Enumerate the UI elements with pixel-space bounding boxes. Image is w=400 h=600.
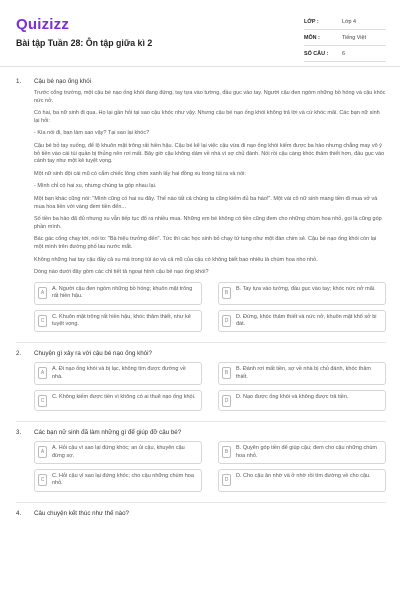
question-header bbox=[16, 78, 386, 85]
answer-option[interactable] bbox=[34, 362, 202, 385]
option-letter-box: A bbox=[38, 287, 47, 299]
question-number: 1. bbox=[16, 78, 22, 85]
answer-option[interactable] bbox=[218, 441, 386, 464]
question-block bbox=[16, 78, 386, 337]
passage-paragraph: Một bạn khác cũng nói: "Mình cũng có hai xu đây. Thế nào tất cả chúng ta cũng kiếm đủ ba hào!". Một vài cô nữ sinh mang tiền đi mua vở và mua hoa liền với vàng đem tiền đến... bbox=[34, 195, 378, 210]
answer-option[interactable] bbox=[218, 282, 386, 305]
answer-option[interactable] bbox=[218, 469, 386, 492]
question-title: Chuyện gì xảy ra với cậu bé nạo ống khói? bbox=[34, 350, 152, 358]
question-block bbox=[16, 510, 386, 517]
passage-paragraph: Một nữ sinh đội cái mũ có cắm chiếc lông chim xanh lấy hai đồng xu trong túi ra và nói: bbox=[34, 170, 246, 177]
passage-paragraph: - Kìa nói đi, bạn làm sao vậy? Tại sao lại khóc? bbox=[34, 130, 150, 137]
passage-paragraph: Số tiền ba hào đã đủ nhưng xu vẫn tiếp tục đổ ra nhiều mua. Những em bé không có tiền cũng đem cho những chùm hoa nhỏ, gọi là cũng góp phần mình. bbox=[34, 216, 382, 230]
passage-paragraph: Dòng nào dưới đây gồm các chi tiết tả ngoại hình cậu bé nạo ống khói? bbox=[34, 269, 209, 276]
meta-row bbox=[304, 14, 386, 30]
answer-option[interactable] bbox=[34, 310, 202, 333]
option-letter-box: A bbox=[38, 367, 47, 379]
question-header bbox=[16, 350, 386, 357]
option-text: B. Tay tựa vào tường, đầu gục vào tay; khóc nức nở mãi. bbox=[236, 285, 376, 292]
question-body bbox=[16, 362, 386, 416]
meta-label: LỚP : bbox=[304, 18, 319, 25]
option-text: D. Nạo được ống khói và không được trả tiền. bbox=[236, 394, 349, 401]
quizizz-logo: Quizizz bbox=[16, 16, 70, 33]
answer-option[interactable] bbox=[34, 469, 202, 492]
option-letter-box: B bbox=[222, 446, 231, 458]
answer-option[interactable] bbox=[34, 441, 202, 464]
answer-options bbox=[34, 441, 386, 497]
answer-option[interactable] bbox=[218, 310, 386, 333]
answer-option[interactable] bbox=[218, 362, 386, 385]
option-letter-box: C bbox=[38, 395, 47, 407]
meta-row bbox=[304, 46, 386, 62]
option-text: A. Người cậu đen ngòm những bồ hóng; khuôn mặt trông rất hiền hậu. bbox=[52, 285, 193, 300]
option-letter-box: C bbox=[38, 315, 47, 327]
option-text: A. Đi nạo ống khói và bị lạc, không tìm được đường về nhà. bbox=[52, 366, 186, 380]
answer-option[interactable] bbox=[218, 390, 386, 411]
question-number: 4. bbox=[16, 509, 22, 517]
header-divider bbox=[0, 66, 400, 67]
option-text: D. Đứng, khóc thảm thiết và nức nở, khuôn mặt khổ sở bi đát. bbox=[236, 313, 377, 327]
question-body bbox=[16, 441, 386, 497]
question-number: 2. bbox=[16, 350, 22, 358]
question-title: Cậu bé nạo ống khói bbox=[34, 78, 92, 85]
answer-options bbox=[34, 362, 386, 416]
option-text: A. Hỏi cậu vì sao lại đứng khóc; an ủi cậu, khuyên cậu đừng sợ. bbox=[52, 445, 185, 459]
question-body bbox=[16, 90, 386, 337]
option-letter-box: C bbox=[38, 474, 47, 486]
option-text: B. Quyên góp tiền để giúp cậu; đem cho cậu những chùm hoa nhỏ. bbox=[236, 445, 377, 459]
meta-label: SỐ CÂU : bbox=[304, 50, 329, 57]
passage-paragraph: Trước cổng trường, một cậu bé nạo ống khói đang đứng, tay tựa vào tường, đầu gục vào tay. Người cậu đen ngòm những bồ hóng và cậu khóc nức nở. bbox=[34, 90, 386, 104]
question-header bbox=[16, 429, 386, 436]
question-title: Câu chuyện kết thúc như thế nào? bbox=[34, 509, 129, 517]
option-letter-box: B bbox=[222, 367, 231, 379]
passage-paragraph: Không những hai tay cậu đầy cả xu mà trong túi áo và cả mũ của cậu có không biết bao nhiêu là chùm hoa nho nhỏ. bbox=[34, 256, 318, 263]
option-text: C. Hỏi cậu vì sao lại đứng khóc; cho cậu những chùm hoa nhỏ. bbox=[52, 472, 194, 487]
question-divider bbox=[16, 342, 386, 343]
worksheet-meta bbox=[304, 14, 386, 62]
option-letter-box: D bbox=[222, 315, 231, 327]
option-text: B. Đánh rơi mất tiền, sợ về nhà bị chủ đánh, khóc thảm thiết. bbox=[236, 366, 372, 380]
question-block bbox=[16, 429, 386, 497]
question-number: 3. bbox=[16, 429, 22, 437]
question-divider bbox=[16, 502, 386, 503]
passage-paragraph: Có hai, ba nữ sinh đi qua. Họ lại gần hỏi tại sao cậu khóc như vậy. Nhưng cậu bé nạo ống khói không trả lời và cứ khóc mãi. Các bạn nữ sinh lại hỏi: bbox=[34, 110, 380, 124]
worksheet-header bbox=[16, 14, 386, 62]
question-header bbox=[16, 510, 386, 517]
question-block bbox=[16, 350, 386, 416]
option-text: C. Không kiếm được tiền vì không có ai thuê nạo ống khói. bbox=[52, 394, 196, 401]
option-letter-box: D bbox=[222, 395, 231, 407]
meta-label: MÔN : bbox=[304, 34, 320, 41]
option-letter-box: B bbox=[222, 287, 231, 299]
question-divider bbox=[16, 421, 386, 422]
option-letter-box: A bbox=[38, 446, 47, 458]
option-letter-box: D bbox=[222, 474, 231, 486]
option-text: D. Cho cậu ăn nhờ và ở nhờ rồi tìm đường về cho cậu. bbox=[236, 472, 371, 479]
meta-row bbox=[304, 30, 386, 46]
question-list bbox=[16, 78, 386, 517]
question-title: Các bạn nữ sinh đã làm những gì để giúp đỡ cậu bé? bbox=[34, 429, 182, 437]
meta-value: Lớp 4 bbox=[342, 18, 357, 25]
passage-paragraph: Cậu bé bỏ tay xuống, để lộ khuôn mặt trông rất hiền hậu. Cậu bé kể lại việc cậu vừa đi nạo ống khói kiếm được ba hào nhưng chẳng may vô ý bỏ tiền vào cái túi quần bị thủng nên rơi mất. Bây giờ cậu không dám về nhà vì sợ chủ đánh. Nói rồi cậu càng khóc thảm thiết hơn, đầu gục vào cánh tay như một kẻ tuyệt vọng. bbox=[34, 142, 385, 165]
worksheet-title: Bài tập Tuần 28: Ôn tập giữa kì 2 bbox=[16, 38, 153, 48]
meta-value: Tiếng Việt bbox=[342, 34, 366, 41]
answer-option[interactable] bbox=[34, 390, 202, 411]
option-text: C. Khuôn mặt trông rất hiền hậu, khóc thảm thiết, như kẻ tuyệt vọng. bbox=[52, 313, 191, 327]
answer-options bbox=[34, 282, 386, 338]
answer-option[interactable] bbox=[34, 282, 202, 305]
passage-paragraph: - Mình chỉ có hai xu, nhưng chúng ta góp nhau lại. bbox=[34, 183, 157, 190]
meta-value: 6 bbox=[342, 50, 345, 57]
passage-paragraph: Bác gác cổng chạy tới, nói to: "Bà hiệu trưởng đến". Tức thì các học sinh bỏ chạy tứ tung như một đàn chim sẻ. Cậu bé nạo ống khói còn lại một mình trên đường phố lau nước mắt. bbox=[34, 236, 377, 250]
